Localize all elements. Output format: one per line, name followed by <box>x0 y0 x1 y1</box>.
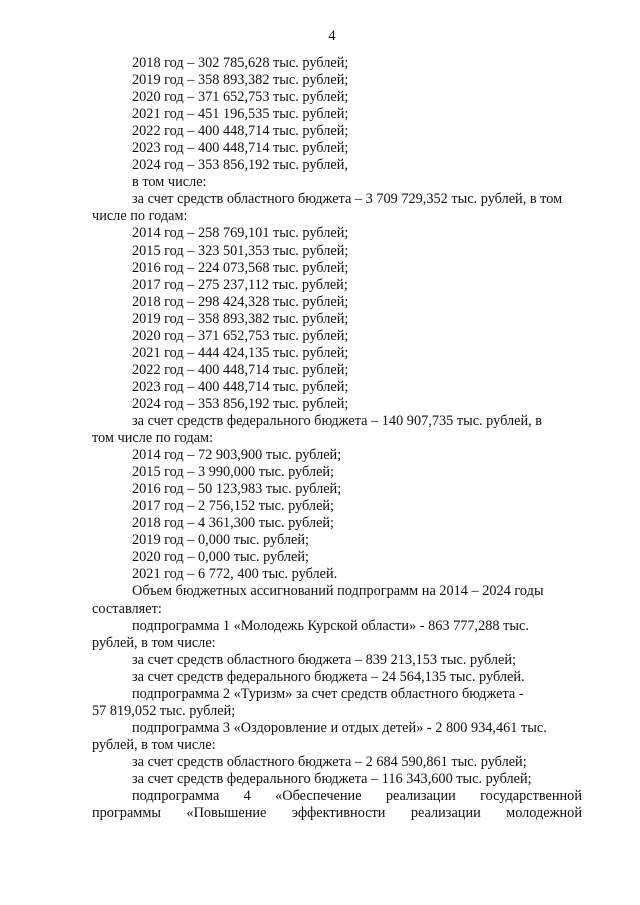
word: подпрограмма <box>132 788 220 805</box>
regional-year-amount-line: 2018 год – 298 424,328 тыс. рублей; <box>132 293 349 310</box>
federal-year-amount-line: 2018 год – 4 361,300 тыс. рублей; <box>132 515 335 532</box>
subprograms-intro: Объем бюджетных ассигнований подпрограмм на 2014 – 2024 годы <box>132 583 544 600</box>
word: «Обеспечение <box>275 788 362 805</box>
federal-year-list <box>92 447 582 583</box>
federal-year-amount-line: 2014 год – 72 903,900 тыс. рублей; <box>132 447 342 464</box>
federal-budget-intro: за счет средств федерального бюджета – 140 907,735 тыс. рублей, в <box>132 412 543 429</box>
subprogram-1-text-cont: рублей, в том числе: <box>92 634 216 651</box>
federal-year-amount-line: 2019 год – 0,000 тыс. рублей; <box>132 532 310 549</box>
subprogram-4-text <box>92 788 582 805</box>
federal-year-amount-line: 2016 год – 50 123,983 тыс. рублей; <box>132 481 342 498</box>
word: эффективности <box>291 805 386 822</box>
subprogram-4-text-cont <box>92 805 582 822</box>
federal-year-amount-line: 2021 год – 6 772, 400 тыс. рублей. <box>132 566 338 583</box>
page-number: 4 <box>328 28 336 44</box>
subprogram-1-federal: за счет средств федерального бюджета – 24 564,135 тыс. рублей. <box>132 668 525 685</box>
federal-year-amount-line: 2017 год – 2 756,152 тыс. рублей; <box>132 498 335 515</box>
word: молодежной <box>506 805 582 822</box>
subprograms-intro-cont: составляет: <box>92 600 162 617</box>
subprogram-2-text: подпрограмма 2 «Туризм» за счет средств областного бюджета - <box>132 685 524 702</box>
regional-year-amount-line: 2021 год – 444 424,135 тыс. рублей; <box>132 344 349 361</box>
regional-year-amount-line: 2022 год – 400 448,714 тыс. рублей; <box>132 361 349 378</box>
year-amount-line: 2021 год – 451 196,535 тыс. рублей; <box>132 106 349 123</box>
regional-year-amount-line: 2015 год – 323 501,353 тыс. рублей; <box>132 242 349 259</box>
word: реализации <box>385 788 456 805</box>
year-amount-line: 2023 год – 400 448,714 тыс. рублей; <box>132 140 349 157</box>
regional-year-amount-line: 2023 год – 400 448,714 тыс. рублей; <box>132 378 349 395</box>
subprogram-3-regional: за счет средств областного бюджета – 2 684 590,861 тыс. рублей; <box>132 753 527 770</box>
subprogram-1-text: подпрограмма 1 «Молодежь Курской области» - 863 777,288 тыс. <box>132 617 529 634</box>
year-amount-line: 2020 год – 371 652,753 тыс. рублей; <box>132 89 349 106</box>
subprogram-3-text-cont: рублей, в том числе: <box>92 736 216 753</box>
word: государственной <box>480 788 582 805</box>
regional-budget-intro-cont: числе по годам: <box>92 208 188 225</box>
year-amount-line: 2022 год – 400 448,714 тыс. рублей; <box>132 123 349 140</box>
year-amount-line: 2018 год – 302 785,628 тыс. рублей; <box>132 55 349 71</box>
regional-budget-intro: за счет средств областного бюджета – 3 709 729,352 тыс. рублей, в том <box>132 191 563 208</box>
including-label: в том числе: <box>132 174 207 191</box>
regional-year-amount-line: 2014 год – 258 769,101 тыс. рублей; <box>132 225 349 242</box>
word: реализации <box>410 805 481 822</box>
year-amount-line: 2024 год – 353 856,192 тыс. рублей, <box>132 157 348 174</box>
regional-year-amount-line: 2019 год – 358 893,382 тыс. рублей; <box>132 310 349 327</box>
subprogram-3-text: подпрограмма 3 «Оздоровление и отдых детей» - 2 800 934,461 тыс. <box>132 719 547 736</box>
subprogram-3-federal: за счет средств федерального бюджета – 116 343,600 тыс. рублей; <box>132 770 532 787</box>
regional-year-amount-line: 2016 год – 224 073,568 тыс. рублей; <box>132 259 349 276</box>
year-amount-line: 2019 год – 358 893,382 тыс. рублей; <box>132 72 349 89</box>
federal-budget-intro-cont: том числе по годам: <box>92 430 214 447</box>
federal-year-amount-line: 2020 год – 0,000 тыс. рублей; <box>132 549 310 566</box>
federal-year-amount-line: 2015 год – 3 990,000 тыс. рублей; <box>132 464 335 481</box>
regional-year-amount-line: 2020 год – 371 652,753 тыс. рублей; <box>132 327 349 344</box>
regional-year-amount-line: 2024 год – 353 856,192 тыс. рублей; <box>132 395 349 412</box>
word: 4 <box>243 788 251 805</box>
subprogram-1-regional: за счет средств областного бюджета – 839 213,153 тыс. рублей; <box>132 651 516 668</box>
subprogram-2-text-cont: 57 819,052 тыс. рублей; <box>92 702 236 719</box>
word: «Повышение <box>186 805 267 822</box>
document-body <box>92 55 582 822</box>
word: программы <box>92 805 162 822</box>
continuation-year-list <box>92 55 582 174</box>
regional-year-amount-line: 2017 год – 275 237,112 тыс. рублей; <box>132 276 348 293</box>
regional-year-list <box>92 225 582 413</box>
